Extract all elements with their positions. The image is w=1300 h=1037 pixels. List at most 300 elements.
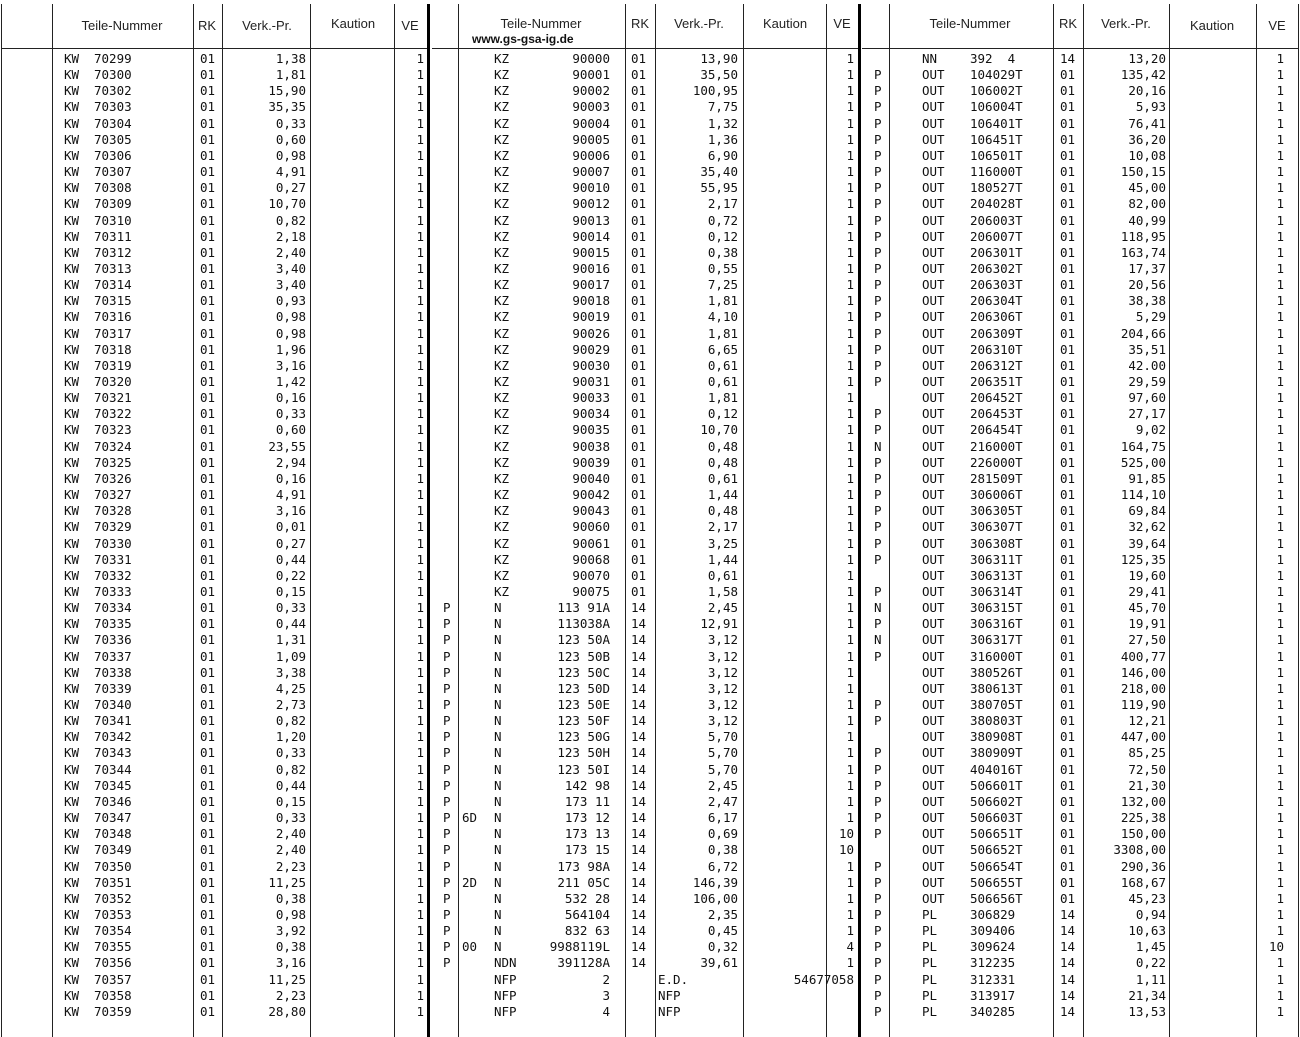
part-prefix: KZ	[494, 438, 510, 454]
part-prefix: OUT	[922, 777, 945, 793]
rk-value: 01	[631, 341, 647, 357]
code-mark	[462, 261, 486, 277]
part-number: 306311T	[970, 551, 1023, 567]
part-number: 70319	[94, 357, 132, 373]
status-flag	[443, 406, 457, 422]
ve-value: 1	[1276, 890, 1284, 906]
price-value: 0,16	[275, 470, 306, 486]
status-flag	[443, 309, 457, 325]
ve-value: 1	[416, 357, 424, 373]
part-prefix: OUT	[922, 260, 945, 276]
part-number: 2	[602, 971, 610, 987]
ve-value: 1	[846, 51, 854, 66]
price-value: 39,61	[700, 955, 738, 971]
ve-value: 1	[416, 713, 424, 729]
rk-value: 01	[200, 406, 216, 422]
price-value: 13,90	[700, 51, 738, 66]
part-number: 123 50H	[557, 745, 610, 761]
status-flag	[443, 180, 457, 196]
price-value: 6,65	[707, 341, 738, 357]
ve-value: 1	[1276, 793, 1284, 809]
ve-value: 1	[846, 487, 854, 502]
status-flag	[874, 842, 888, 858]
code-mark	[462, 778, 486, 794]
rk-value: 01	[631, 131, 647, 147]
part-prefix: KW	[64, 374, 80, 389]
code-mark	[462, 632, 486, 648]
price-value: 12,91	[700, 616, 738, 632]
part-prefix: OUT	[922, 438, 945, 454]
status-flag: P	[874, 535, 882, 551]
part-prefix: OUT	[922, 422, 945, 438]
rk-value: 01	[200, 503, 216, 519]
part-prefix: KW	[64, 51, 80, 66]
part-prefix: N	[494, 616, 502, 632]
ve-value: 1	[1276, 987, 1284, 1003]
part-number: 392 4	[970, 51, 1016, 66]
rk-value: 01	[631, 115, 647, 131]
price-value: 1,44	[707, 551, 738, 567]
column-rule	[625, 4, 626, 1037]
ve-value: 1	[846, 131, 854, 147]
part-number: 380908T	[970, 729, 1023, 745]
rk-value: 01	[631, 535, 647, 551]
status-flag: P	[443, 826, 451, 842]
part-number: 206301T	[970, 244, 1023, 260]
rk-value: 01	[1060, 406, 1076, 422]
code-mark	[462, 665, 486, 681]
part-prefix: OUT	[922, 600, 945, 616]
part-prefix: KW	[64, 390, 80, 406]
part-number: 90018	[572, 293, 610, 309]
price-value: 6,72	[707, 858, 738, 874]
rk-value: 14	[1060, 987, 1076, 1003]
part-number: 70358	[94, 987, 132, 1003]
ve-value: 1	[416, 244, 424, 260]
part-prefix: KW	[64, 745, 80, 761]
ve-value: 1	[1276, 616, 1284, 632]
part-prefix: KW	[64, 244, 80, 260]
ve-value: 1	[1276, 955, 1284, 971]
price-value: 29,59	[1128, 374, 1166, 389]
part-prefix: OUT	[922, 390, 945, 406]
price-value: 0,38	[707, 244, 738, 260]
ve-value: 10	[838, 842, 854, 858]
ve-value: 1	[846, 600, 854, 616]
price-value: 0,27	[275, 180, 306, 196]
part-prefix: OUT	[922, 503, 945, 519]
part-number: 90029	[572, 341, 610, 357]
code-mark	[462, 842, 486, 858]
rk-value: 01	[200, 971, 216, 987]
rk-value: 01	[200, 131, 216, 147]
rk-value: 01	[631, 309, 647, 325]
part-number: 180527T	[970, 180, 1023, 196]
code-mark	[462, 374, 486, 390]
ve-value: 10	[1268, 939, 1284, 955]
status-flag: P	[443, 616, 451, 632]
status-flag: P	[874, 923, 882, 939]
part-number: 90033	[572, 390, 610, 406]
part-prefix: KZ	[494, 503, 510, 519]
price-value: 1,81	[707, 325, 738, 341]
rk-value: 01	[631, 470, 647, 486]
ve-value: 1	[1276, 228, 1284, 244]
part-number: 281509T	[970, 470, 1023, 486]
part-number: 90039	[572, 454, 610, 470]
part-number: 532 28	[564, 890, 610, 906]
price-value: 6,90	[707, 147, 738, 163]
rk-value: 01	[631, 277, 647, 293]
status-flag	[443, 245, 457, 261]
part-prefix: OUT	[922, 244, 945, 260]
part-number: 106501T	[970, 147, 1023, 163]
price-value: 125,35	[1120, 551, 1166, 567]
price-value: 0,61	[707, 567, 738, 583]
rk-value: 01	[200, 67, 216, 83]
price-note: NFP	[658, 1003, 681, 1019]
ve-value: 1	[1276, 906, 1284, 922]
ve-value: 1	[846, 664, 854, 680]
status-flag	[874, 390, 888, 406]
rk-value: 01	[1060, 228, 1076, 244]
status-flag	[443, 552, 457, 568]
rk-value: 01	[1060, 260, 1076, 276]
part-number: 90043	[572, 503, 610, 519]
ve-value: 1	[416, 600, 424, 616]
status-flag: P	[443, 761, 451, 777]
code-mark	[462, 859, 486, 875]
part-prefix: OUT	[922, 761, 945, 777]
ve-value: 1	[1276, 454, 1284, 470]
rk-value: 01	[1060, 357, 1076, 373]
ve-value: 1	[1276, 67, 1284, 83]
ve-value: 1	[416, 664, 424, 680]
code-mark	[462, 309, 486, 325]
rk-value: 01	[200, 357, 216, 373]
price-value: 2,45	[707, 600, 738, 616]
ve-value: 1	[416, 212, 424, 228]
part-number: 70304	[94, 115, 132, 131]
ve-value: 1	[416, 503, 424, 519]
status-flag	[443, 213, 457, 229]
status-flag: P	[443, 729, 451, 745]
status-flag	[443, 83, 457, 99]
part-prefix: NFP	[494, 1003, 517, 1019]
status-flag	[443, 422, 457, 438]
rk-value: 01	[200, 680, 216, 696]
part-prefix: N	[494, 826, 502, 842]
price-value: 0,48	[707, 503, 738, 519]
price-value: 150,15	[1120, 164, 1166, 179]
ve-value: 1	[846, 438, 854, 454]
status-flag: P	[874, 212, 882, 228]
price-value: 19,91	[1128, 616, 1166, 632]
part-prefix: KZ	[494, 277, 510, 293]
rk-value: 01	[200, 826, 216, 842]
part-prefix: KW	[64, 810, 80, 825]
part-number: 90030	[572, 357, 610, 373]
status-flag: P	[874, 164, 882, 179]
part-prefix: KZ	[494, 260, 510, 276]
price-value: 21,30	[1128, 777, 1166, 793]
column-rule	[222, 4, 223, 1037]
status-flag: P	[443, 777, 451, 793]
ve-value: 1	[416, 616, 424, 632]
status-flag	[443, 1004, 457, 1020]
price-value: 0,48	[707, 454, 738, 470]
ve-value: 1	[416, 260, 424, 276]
rk-value: 14	[1060, 923, 1076, 939]
ve-value: 1	[846, 196, 854, 212]
price-value: 225,38	[1120, 810, 1166, 825]
part-number: 404016T	[970, 761, 1023, 777]
rk-value: 01	[1060, 567, 1076, 583]
price-value: 0,12	[707, 228, 738, 244]
price-value: 0,82	[275, 713, 306, 729]
code-mark	[462, 955, 486, 971]
price-value: 6,17	[707, 810, 738, 825]
part-prefix: OUT	[922, 212, 945, 228]
part-number: 123 50C	[557, 664, 610, 680]
rk-value: 01	[200, 390, 216, 406]
price-value: 2,47	[707, 793, 738, 809]
rk-value: 01	[631, 196, 647, 212]
price-value: 2,45	[707, 777, 738, 793]
part-number: 206303T	[970, 277, 1023, 293]
price-value: 218,00	[1120, 680, 1166, 696]
rk-value: 01	[631, 406, 647, 422]
price-value: 3,12	[707, 648, 738, 664]
part-prefix: KZ	[494, 487, 510, 502]
column-rule	[193, 4, 194, 1037]
ve-value: 1	[416, 67, 424, 83]
ve-value: 1	[846, 180, 854, 196]
ve-value: 1	[416, 793, 424, 809]
part-prefix: KW	[64, 309, 80, 325]
part-number: 70317	[94, 325, 132, 341]
part-prefix: KW	[64, 277, 80, 293]
rk-value: 01	[200, 793, 216, 809]
price-value: 4,25	[275, 680, 306, 696]
ve-value	[828, 1004, 854, 1020]
rk-value: 01	[200, 277, 216, 293]
price-value: 525,00	[1120, 454, 1166, 470]
price-value: 76,41	[1128, 115, 1166, 131]
part-number: 90013	[572, 212, 610, 228]
price-value: 1,45	[1135, 939, 1166, 955]
part-number: 90031	[572, 374, 610, 389]
ve-value: 1	[846, 357, 854, 373]
part-prefix: N	[494, 874, 502, 890]
rk-value: 01	[631, 51, 647, 66]
ve-value: 1	[1276, 277, 1284, 293]
part-prefix: KW	[64, 83, 80, 99]
part-number: 70330	[94, 535, 132, 551]
part-prefix: OUT	[922, 277, 945, 293]
part-number: 306308T	[970, 535, 1023, 551]
ve-value: 1	[416, 987, 424, 1003]
status-flag: P	[874, 906, 882, 922]
part-prefix: N	[494, 664, 502, 680]
column-rule	[1169, 4, 1170, 1037]
part-number: 70347	[94, 810, 132, 825]
rk-value: 01	[1060, 164, 1076, 179]
rk-value: 01	[200, 632, 216, 648]
price-value: 45,70	[1128, 600, 1166, 616]
rk-value: 14	[631, 600, 647, 616]
part-prefix: OUT	[922, 115, 945, 131]
rk-value: 14	[1060, 51, 1076, 66]
part-number: 70335	[94, 616, 132, 632]
part-number: 506652T	[970, 842, 1023, 858]
part-number: 70338	[94, 664, 132, 680]
rk-value: 01	[1060, 115, 1076, 131]
ve-value: 1	[846, 519, 854, 535]
ve-value: 1	[846, 406, 854, 422]
part-prefix: OUT	[922, 406, 945, 422]
ve-value: 1	[846, 745, 854, 761]
part-number: 306006T	[970, 487, 1023, 502]
ve-value: 1	[416, 971, 424, 987]
part-prefix: KW	[64, 616, 80, 632]
price-value: 146,39	[692, 874, 738, 890]
price-value: 1,32	[707, 115, 738, 131]
ve-value: 1	[1276, 535, 1284, 551]
part-prefix: KZ	[494, 567, 510, 583]
part-prefix: KZ	[494, 67, 510, 83]
part-number: 70334	[94, 600, 132, 616]
rk-value: 01	[200, 923, 216, 939]
part-prefix: KW	[64, 196, 80, 212]
code-mark	[462, 762, 486, 778]
ve-value: 1	[1276, 923, 1284, 939]
part-number: 70332	[94, 567, 132, 583]
rk-value: 01	[1060, 454, 1076, 470]
price-value: 10,63	[1128, 923, 1166, 939]
status-flag: P	[874, 503, 882, 519]
part-number: 123 50D	[557, 680, 610, 696]
rk-value: 14	[631, 680, 647, 696]
rk-value: 01	[200, 664, 216, 680]
part-prefix: KW	[64, 228, 80, 244]
ve-value: 1	[846, 713, 854, 729]
header-teile-nummer-3: Teile-Nummer	[929, 16, 1011, 31]
part-prefix: KW	[64, 648, 80, 664]
part-number: 70343	[94, 745, 132, 761]
price-value: 2,40	[275, 826, 306, 842]
status-flag: P	[874, 180, 882, 196]
status-flag: P	[874, 260, 882, 276]
code-mark	[462, 213, 486, 229]
code-mark	[462, 745, 486, 761]
status-flag	[443, 99, 457, 115]
part-number: 206304T	[970, 293, 1023, 309]
ve-value: 1	[1276, 51, 1284, 66]
part-prefix: KZ	[494, 115, 510, 131]
part-number: 832 63	[564, 923, 610, 939]
price-value: 91,85	[1128, 470, 1166, 486]
part-number: 90000	[572, 51, 610, 66]
part-number: 380526T	[970, 664, 1023, 680]
part-prefix: OUT	[922, 567, 945, 583]
column-rule	[1256, 4, 1257, 1037]
ve-value: 1	[1276, 83, 1284, 99]
part-number: 206453T	[970, 406, 1023, 422]
part-prefix: KW	[64, 487, 80, 502]
ve-value: 1	[846, 390, 854, 406]
rk-value: 14	[631, 874, 647, 890]
rk-value: 01	[1060, 648, 1076, 664]
ve-value: 1	[416, 406, 424, 422]
part-prefix: N	[494, 600, 502, 616]
part-prefix: OUT	[922, 616, 945, 632]
status-flag: P	[874, 244, 882, 260]
price-value: 0,44	[275, 551, 306, 567]
rk-value: 01	[631, 374, 647, 389]
status-flag: P	[874, 374, 882, 389]
ve-value: 1	[416, 277, 424, 293]
rk-value: 14	[631, 810, 647, 825]
code-mark	[462, 1004, 486, 1020]
rk-value: 14	[1060, 906, 1076, 922]
part-prefix: N	[494, 923, 502, 939]
code-mark	[462, 519, 486, 535]
header-rule-1	[2, 48, 428, 49]
status-flag: P	[874, 971, 882, 987]
part-number: 340285	[970, 1003, 1016, 1019]
price-value: 0,60	[275, 131, 306, 147]
code-mark	[462, 245, 486, 261]
part-prefix: N	[494, 842, 502, 858]
status-flag: P	[874, 293, 882, 309]
price-value: 3,92	[275, 923, 306, 939]
part-prefix: OUT	[922, 454, 945, 470]
price-value: 3,12	[707, 664, 738, 680]
part-number: 506601T	[970, 777, 1023, 793]
ve-value: 4	[846, 939, 854, 955]
part-prefix: KW	[64, 842, 80, 858]
status-flag	[443, 116, 457, 132]
price-value: 0,94	[1135, 906, 1166, 922]
part-prefix: KZ	[494, 325, 510, 341]
rk-value: 01	[631, 325, 647, 341]
ve-value: 1	[846, 454, 854, 470]
price-value: 3,40	[275, 277, 306, 293]
price-value: 400,77	[1120, 648, 1166, 664]
ve-value: 1	[416, 487, 424, 502]
part-prefix: KW	[64, 357, 80, 373]
part-number: 90034	[572, 406, 610, 422]
status-flag: P	[443, 842, 451, 858]
status-flag: P	[874, 777, 882, 793]
code-mark	[462, 713, 486, 729]
status-flag: P	[443, 923, 451, 939]
ve-value: 1	[1276, 99, 1284, 115]
part-prefix: N	[494, 761, 502, 777]
status-flag: P	[874, 228, 882, 244]
status-flag: P	[443, 680, 451, 696]
status-flag: P	[874, 890, 882, 906]
price-value: 4,91	[275, 164, 306, 179]
part-prefix: OUT	[922, 858, 945, 874]
part-prefix: OUT	[922, 648, 945, 664]
part-prefix: OUT	[922, 826, 945, 842]
price-value: 119,90	[1120, 697, 1166, 712]
ve-value: 1	[416, 535, 424, 551]
part-number: 70356	[94, 955, 132, 971]
part-number: 104029T	[970, 67, 1023, 83]
